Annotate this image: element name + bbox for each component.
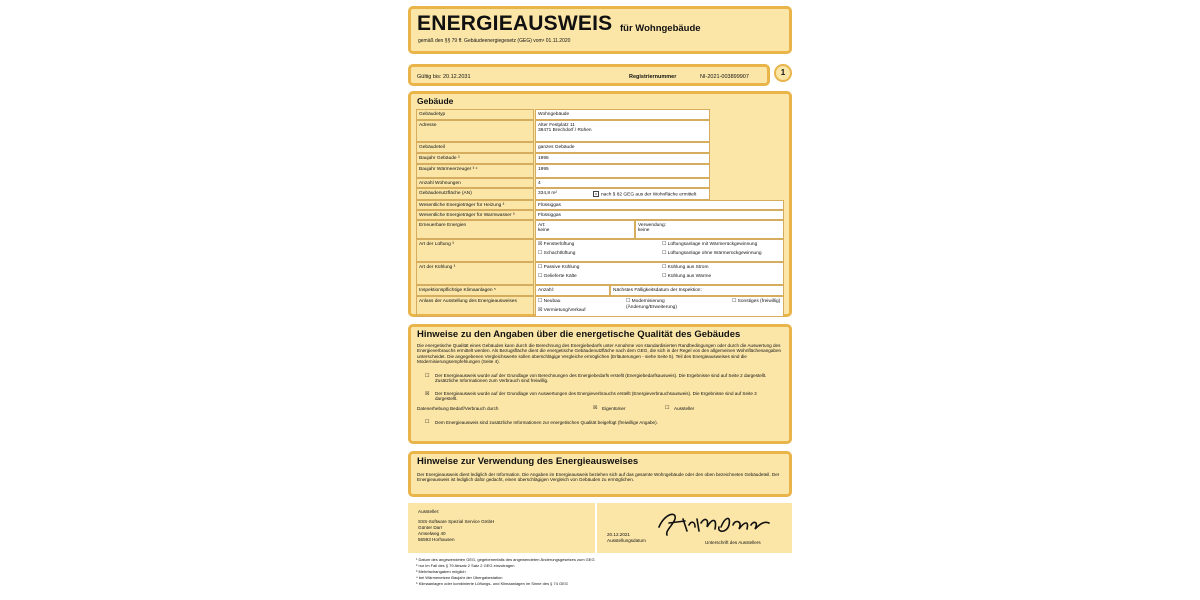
- table-row: [416, 188, 784, 200]
- inspection-date: Nächstes Fälligkeitsdatum der Inspektion:: [610, 285, 784, 296]
- footnote: ³ Mehrfachangaben möglich: [416, 569, 466, 574]
- option-label: Modernisierung (Änderung/Erweiterung): [626, 299, 677, 310]
- section-title-verwendung: Hinweise zur Verwendung des Energieausweises: [417, 456, 639, 467]
- option-lueftung-mit-wrg[interactable]: [662, 242, 757, 247]
- legal-reference: gemäß den §§ 79 ff. Gebäudeenergiegesetz (GEG) vom¹ 01.11.2020: [418, 38, 571, 44]
- document-title: ENERGIEAUSWEIS: [417, 12, 613, 35]
- cooling-options: [535, 262, 784, 285]
- option-vermietung[interactable]: [538, 308, 586, 313]
- row-value: 1995: [535, 153, 710, 164]
- row-label: Erneuerbare Energien: [416, 220, 534, 239]
- inspection-count: Anzahl:: [535, 285, 610, 296]
- verwendung-section: [408, 451, 792, 497]
- document-subtitle: für Wohngebäude: [620, 23, 701, 34]
- hinweise-section: [408, 324, 792, 444]
- issuer-line-2: Günter Darr: [418, 525, 443, 530]
- issuer-line-4: 56593 Horhausen: [418, 537, 455, 542]
- checkbox-icon: ☐: [662, 265, 667, 270]
- table-row: [416, 210, 784, 220]
- checkbox-icon: ☐: [662, 242, 667, 247]
- option-label: Gelieferte Kälte: [543, 274, 577, 279]
- table-row: [416, 120, 784, 142]
- table-row: [416, 164, 784, 178]
- table-row: [416, 200, 784, 210]
- checkbox-icon: ☐: [732, 299, 737, 304]
- table-row-inspektion: [416, 285, 784, 296]
- renewable-type-value: keine: [538, 228, 550, 233]
- checkbox-eigentuemer[interactable]: ☒: [593, 406, 598, 411]
- option-fensterlueftung[interactable]: [538, 242, 574, 247]
- option-verbrauchsausweis: Der Energieausweis wurde auf der Grundlage von Auswertungen des Energieverbrauchs erstellt (Energieverbrauchsausweis). Die Ergebnisse sind auf Seite 3 dargestellt.: [435, 391, 757, 402]
- option-schachtlueftung[interactable]: [538, 251, 575, 256]
- row-value: Flüssiggas: [535, 210, 784, 220]
- valid-until: Gültig bis: 20.12.2031: [417, 74, 471, 80]
- table-row: [416, 178, 784, 188]
- row-label: Wesentliche Energieträger für Warmwasser ³: [416, 210, 534, 220]
- section-title-gebaeude: Gebäude: [417, 96, 454, 106]
- option-label: Kühlung aus Wärme: [667, 274, 712, 279]
- checkbox-checked-icon[interactable]: x: [595, 191, 597, 196]
- row-label: Gebäudenutzfläche (AN): [416, 188, 534, 200]
- checkbox-verbrauch[interactable]: ☒: [425, 392, 430, 397]
- issue-date-label: Ausstellungsdatum: [607, 538, 646, 543]
- option-label: Schachtlüftung: [543, 251, 576, 256]
- row-label: Anzahl Wohnungen: [416, 178, 534, 188]
- option-label: Vermietung/Verkauf: [543, 308, 586, 313]
- signature-image: [655, 509, 775, 537]
- checkbox-icon: ☐: [662, 274, 667, 279]
- row-value: [535, 188, 710, 200]
- signature-label: Unterschrift des Ausstellers: [705, 540, 761, 545]
- area-note: [593, 191, 696, 197]
- row-label: Gebäudetyp: [416, 109, 534, 120]
- footnote: ² nur im Fall des § 79 Absatz 2 Satz 2 GEG einzutragen: [416, 563, 515, 568]
- area-note-text: nach § 82 GEG aus der Wohnfläche ermittelt: [601, 192, 697, 198]
- area-value: 334,8 m²: [538, 191, 557, 196]
- checkbox-icon: ☐: [538, 251, 543, 256]
- footnote: ⁵ Klimaanlagen oder kombinierte Lüftungs- und Klimaanlagen im Sinne des § 74 GEG: [416, 581, 568, 586]
- checkbox-icon: ☐: [662, 251, 667, 256]
- row-label: Art der Kühlung ³: [416, 262, 534, 285]
- option-label: Kühlung aus Strom: [667, 265, 709, 270]
- table-row: [416, 109, 784, 120]
- checkbox-icon: ☐: [626, 299, 631, 304]
- checkbox-zusatzinfo[interactable]: ☐: [425, 420, 430, 425]
- issue-date: 20.12.2021: [607, 532, 630, 537]
- hinweise-intro: Die energetische Qualität eines Gebäudes kann durch die Berechnung des Energiebedarfs unter Annahme von standardisierten Randbedingungen oder durch die Auswertung des Energieverbrauchs ermittelt werden. Als Bezugsfläche dient die energetische Gebäudenutzfläche nach dem GEG, die sich in der Regel von den allgemeinen Wohnflächenangaben unterscheidet. Die angegebenen Vergleichswerte sollen überschlägige Vergleiche ermöglichen (Erläuterungen - siehe Seite 5). Teil des Energieausweises sind die Modernisierungsempfehlungen (Seite 4).: [417, 343, 782, 365]
- row-label: Art der Lüftung ³: [416, 239, 534, 262]
- table-row-anlass: [416, 296, 784, 317]
- registration-number: NI-2021-003899907: [700, 74, 749, 80]
- checkbox-icon: ☐: [538, 265, 543, 270]
- option-neubau[interactable]: [538, 299, 560, 304]
- row-label: Adresse: [416, 120, 534, 142]
- row-value: 1995: [535, 164, 710, 178]
- option-label: Lüftungsanlage mit Wärmerückgewinnung: [667, 242, 758, 247]
- issuer-line-3: Amselweg 40: [418, 531, 446, 536]
- renewable-use-cell: [635, 220, 784, 239]
- option-kuehlung-strom[interactable]: [662, 265, 708, 270]
- option-label: Neubau: [543, 299, 561, 304]
- option-label: Passive Kühlung: [543, 265, 580, 270]
- renewable-type-label: Art:: [538, 223, 546, 228]
- table-row: [416, 153, 784, 164]
- option-sonstiges[interactable]: [732, 299, 782, 305]
- renewable-type-cell: [535, 220, 635, 239]
- row-label: Wesentliche Energieträger für Heizung ³: [416, 200, 534, 210]
- title-box: [408, 6, 792, 54]
- address-line-2: 38471 Brechdorf / Rühen: [538, 128, 592, 133]
- gebaeude-section: [408, 91, 792, 317]
- checkbox-icon: ☐: [538, 299, 543, 304]
- option-bedarfsausweis: Der Energieausweis wurde auf der Grundlage von Berechnungen des Energiebedarfs erstellt (Energiebedarfsausweis). Die Ergebnisse sind auf Seite 2 dargestellt. Zusätzliche Informationen zum Verbrauch sind freiwillig.: [435, 373, 767, 384]
- row-label: Inspektionspflichtige Klimaanlagen ⁵: [416, 285, 534, 296]
- option-label: Sonstiges (freiwillig): [737, 299, 781, 304]
- ventilation-options: [535, 239, 784, 262]
- renewable-use-label: Verwendung:: [638, 223, 667, 228]
- option-zusatzinfo: Dem Energieausweis sind zusätzliche Informationen zur energetischen Qualität beigefügt (freiwillige Angabe).: [435, 420, 658, 425]
- row-label: Gebäudeteil: [416, 142, 534, 153]
- option-kuehlung-waerme[interactable]: [662, 274, 711, 279]
- option-gelieferte-kaelte[interactable]: [538, 274, 577, 279]
- address-line-1: Alter Festplatz 11: [538, 123, 575, 128]
- checkbox-icon: ☐: [538, 274, 543, 279]
- renewable-use-value: keine: [638, 228, 650, 233]
- signature-box: [597, 503, 792, 553]
- reason-options: [535, 296, 784, 317]
- table-row-erneuerbar: [416, 220, 784, 239]
- erhebung-label: Datenerhebung Bedarf/Verbrauch durch: [417, 406, 499, 411]
- registration-box: [408, 64, 770, 86]
- issuer-box: [408, 503, 595, 553]
- eigentuemer-label: Eigentümer: [602, 406, 626, 411]
- option-lueftung-ohne-wrg[interactable]: [662, 251, 762, 256]
- energy-certificate-page: [392, 0, 808, 600]
- aussteller-label: Aussteller: [674, 406, 695, 411]
- option-label: Fensterlüftung: [543, 242, 575, 247]
- table-row: [416, 142, 784, 153]
- page-number: 1: [774, 64, 792, 82]
- row-label: Baujahr Wärmeerzeuger ³ ⁴: [416, 164, 534, 178]
- checkbox-aussteller[interactable]: ☐: [665, 406, 670, 411]
- footnote: ⁴ bei Wärmenetzen Baujahr der Übergabestation: [416, 575, 503, 580]
- row-value: [535, 120, 710, 142]
- option-passive-kuehlung[interactable]: [538, 265, 579, 270]
- checkbox-bedarf[interactable]: ☐: [425, 374, 430, 379]
- registration-label: Registriernummer: [629, 74, 677, 80]
- row-value: 4: [535, 178, 710, 188]
- issuer-label: Aussteller:: [418, 509, 440, 514]
- row-label: Anlass der Ausstellung des Energieausweises: [416, 296, 534, 317]
- footnote: ¹ Datum des angewendeten GEG, gegebenenfalls des angewendeten Änderungsgesetzes zum GEG: [416, 557, 595, 562]
- verwendung-text: Der Energieausweis dient lediglich der Information. Die Angaben im Energieausweis beziehen sich auf das gesamte Wohngebäude oder den oben bezeichneten Gebäudeteil. Der Energieausweis ist lediglich dafür gedacht, einen überschlägigen Vergleich von Gebäuden zu ermöglichen.: [417, 472, 780, 483]
- row-value: Wohngebäude: [535, 109, 710, 120]
- option-label: Lüftungsanlage ohne Wärmerückgewinnung: [667, 251, 762, 256]
- table-row-kuehlung: [416, 262, 784, 285]
- section-title-hinweise: Hinweise zu den Angaben über die energetische Qualität des Gebäudes: [417, 329, 741, 340]
- option-modernisierung[interactable]: [626, 299, 716, 311]
- row-label: Baujahr Gebäude ³: [416, 153, 534, 164]
- checkbox-icon: ☒: [538, 308, 543, 313]
- row-value: ganzes Gebäude: [535, 142, 710, 153]
- checkbox-icon: ☒: [538, 242, 543, 247]
- row-value: Flüssiggas: [535, 200, 784, 210]
- table-row-lueftung: [416, 239, 784, 262]
- issuer-line-1: SSS-Software Spezial Service GmbH: [418, 519, 495, 524]
